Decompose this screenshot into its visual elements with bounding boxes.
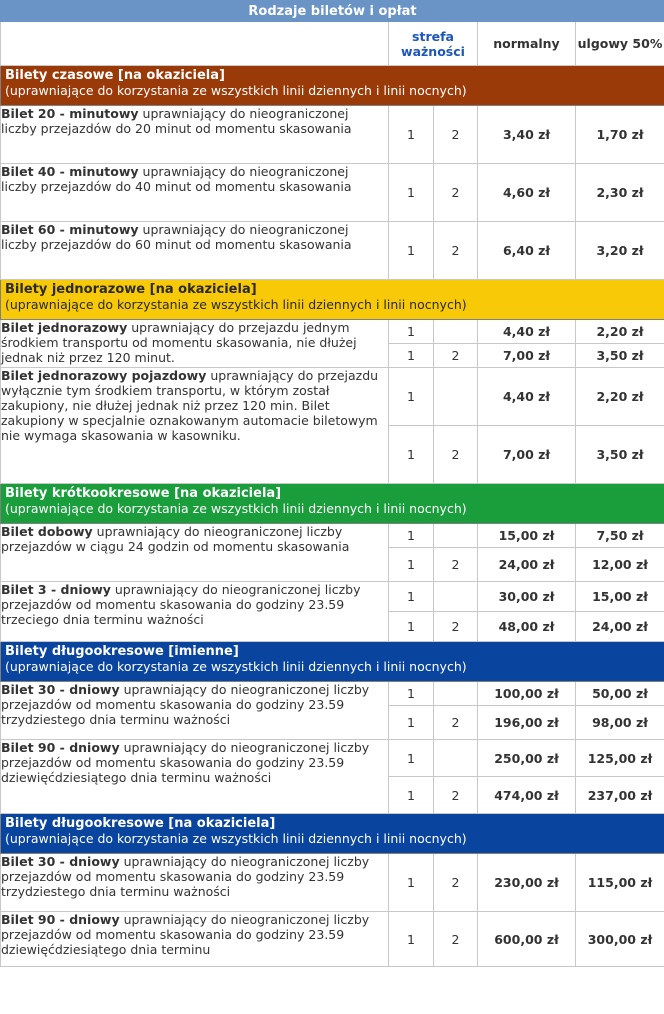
zone-2-cell [434,682,478,706]
normal-price-cell: 230,00 zł [478,854,576,912]
ticket-description [1,222,389,280]
reduced-price-cell: 12,00 zł [576,548,664,582]
ticket-description [1,106,389,164]
section-header [1,280,664,320]
section-header [1,814,664,854]
ticket-description [1,582,389,642]
zone-2-cell: 2 [434,706,478,740]
column-header-row [1,22,664,66]
ticket-description [1,524,389,582]
reduced-price-cell: 7,50 zł [576,524,664,548]
zone-1-cell: 1 [389,682,434,706]
ticket-name: Bilet 40 - minutowy [1,164,139,179]
zone-1-cell: 1 [389,164,434,222]
zone-1-cell: 1 [389,582,434,612]
zone-1-cell: 1 [389,548,434,582]
zone-2-cell: 2 [434,344,478,368]
ticket-detail: uprawniający do nieograniczonej liczby przejazdów od momentu skasowania do godziny 23.59 trzydziestego dnia terminu ważności [1,854,370,899]
zone-1-cell: 1 [389,912,434,967]
reduced-price-cell: 2,20 zł [576,368,664,426]
table-row [1,222,664,280]
ticket-detail: uprawniający do nieograniczonej liczby przejazdów do 60 minut od momentu skasowania [1,222,352,252]
ticket-description [1,368,389,484]
ticket-name: Bilet 90 - dniowy [1,740,120,755]
ticket-name: Bilet jednorazowy pojazdowy [1,368,207,383]
section-subtitle: (uprawniające do korzystania ze wszystkich linii dziennych i linii nocnych) [5,297,467,312]
reduced-price-cell: 300,00 zł [576,912,664,967]
zone-1-cell: 1 [389,320,434,344]
zone-2-cell: 2 [434,912,478,967]
normal-price-cell: 250,00 zł [478,740,576,777]
table-row [1,912,664,967]
ticket-detail: uprawniający do nieograniczonej liczby przejazdów w ciągu 24 godzin od momentu skasowania [1,524,350,554]
ticket-name: Bilet dobowy [1,524,93,539]
reduced-price-cell: 3,50 zł [576,344,664,368]
normal-price-header: normalny [478,22,576,66]
section-title: Bilety długookresowe [imienne] [5,644,239,659]
zone-1-cell: 1 [389,368,434,426]
table-row [1,682,664,706]
normal-price-cell: 48,00 zł [478,612,576,642]
ticket-detail: uprawniający do przejazdu jednym środkiem transportu od momentu skasowania, nie dłużej jednak niż przez 120 minut. [1,320,357,365]
normal-price-cell: 196,00 zł [478,706,576,740]
section-subtitle: (uprawniające do korzystania ze wszystkich linii dziennych i linii nocnych) [5,83,467,98]
ticket-name: Bilet 90 - dniowy [1,912,120,927]
description-header [1,22,389,66]
ticket-name: Bilet 30 - dniowy [1,854,120,869]
reduced-price-cell: 50,00 zł [576,682,664,706]
reduced-price-cell: 3,20 zł [576,222,664,280]
normal-price-cell: 7,00 zł [478,426,576,484]
normal-price-cell: 100,00 zł [478,682,576,706]
zone-2-cell: 2 [434,612,478,642]
section-subtitle: (uprawniające do korzystania ze wszystkich linii dziennych i linii nocnych) [5,831,467,846]
zone-1-cell: 1 [389,854,434,912]
section-header-cell [1,642,664,682]
zone-2-cell: 2 [434,777,478,814]
zone-1-cell: 1 [389,706,434,740]
ticket-detail: uprawniający do przejazdu wyłącznie tym środkiem transportu, w którym został zakupiony, nie dłużej jednak niż przez 120 min. Bilet zakupiony w specjalnie oznakowanym automacie biletowym nie wymaga skasowania w kasowniku. [1,368,379,443]
normal-price-cell: 4,40 zł [478,320,576,344]
reduced-price-cell: 15,00 zł [576,582,664,612]
normal-price-cell: 4,60 zł [478,164,576,222]
section-title: Bilety jednorazowe [na okaziciela] [5,282,257,297]
section-title: Bilety długookresowe [na okaziciela] [5,816,276,831]
reduced-price-cell: 24,00 zł [576,612,664,642]
section-header [1,66,664,106]
ticket-description [1,682,389,740]
normal-price-cell: 15,00 zł [478,524,576,548]
zone-1-cell: 1 [389,344,434,368]
table-row [1,740,664,777]
ticket-description [1,320,389,368]
zone-1-cell: 1 [389,777,434,814]
reduced-price-cell: 98,00 zł [576,706,664,740]
normal-price-cell: 30,00 zł [478,582,576,612]
reduced-price-cell: 3,50 zł [576,426,664,484]
ticket-detail: uprawniający do nieograniczonej liczby przejazdów od momentu skasowania do godziny 23.59 trzydziestego dnia terminu ważności [1,682,370,727]
reduced-price-cell: 237,00 zł [576,777,664,814]
section-header-cell [1,280,664,320]
reduced-price-cell: 1,70 zł [576,106,664,164]
zone-2-cell: 2 [434,106,478,164]
reduced-price-cell: 125,00 zł [576,740,664,777]
zone-2-cell: 2 [434,164,478,222]
normal-price-cell: 6,40 zł [478,222,576,280]
zone-2-cell [434,524,478,548]
ticket-name: Bilet 30 - dniowy [1,682,120,697]
section-subtitle: (uprawniające do korzystania ze wszystkich linii dziennych i linii nocnych) [5,659,467,674]
zone-2-cell: 2 [434,548,478,582]
table-row [1,368,664,426]
zone-2-cell [434,320,478,344]
ticket-detail: uprawniający do nieograniczonej liczby przejazdów od momentu skasowania do godziny 23.59 trzeciego dnia terminu ważności [1,582,361,627]
ticket-detail: uprawniający do nieograniczonej liczby przejazdów od momentu skasowania do godziny 23.59 dziewięćdziesiątego dnia terminu [1,912,370,957]
ticket-name: Bilet 20 - minutowy [1,106,139,121]
table-row [1,854,664,912]
table-row [1,524,664,548]
ticket-description [1,854,389,912]
zone-1-cell: 1 [389,524,434,548]
zone-1-cell: 1 [389,740,434,777]
normal-price-cell: 4,40 zł [478,368,576,426]
ticket-description [1,912,389,967]
table-row [1,164,664,222]
table-row [1,106,664,164]
zone-2-cell: 2 [434,426,478,484]
ticket-description [1,740,389,814]
normal-price-cell: 24,00 zł [478,548,576,582]
normal-price-cell: 3,40 zł [478,106,576,164]
section-header-cell [1,66,664,106]
ticket-description [1,164,389,222]
section-title: Bilety czasowe [na okaziciela] [5,68,225,83]
reduced-price-cell: 2,20 zł [576,320,664,344]
ticket-name: Bilet 60 - minutowy [1,222,139,237]
table-title-row [1,1,664,22]
section-header [1,642,664,682]
table-row [1,582,664,612]
fare-body [1,66,664,967]
ticket-detail: uprawniający do nieograniczonej liczby przejazdów do 40 minut od momentu skasowania [1,164,352,194]
normal-price-cell: 474,00 zł [478,777,576,814]
section-header-cell [1,814,664,854]
section-title: Bilety krótkookresowe [na okaziciela] [5,486,282,501]
normal-price-cell: 600,00 zł [478,912,576,967]
normal-price-cell: 7,00 zł [478,344,576,368]
table-row [1,320,664,344]
zone-1-cell: 1 [389,106,434,164]
reduced-price-cell: 115,00 zł [576,854,664,912]
zone-2-cell: 2 [434,854,478,912]
section-header [1,484,664,524]
zone-1-cell: 1 [389,426,434,484]
ticket-name: Bilet 3 - dniowy [1,582,111,597]
section-subtitle: (uprawniające do korzystania ze wszystkich linii dziennych i linii nocnych) [5,501,467,516]
ticket-detail: uprawniający do nieograniczonej liczby przejazdów do 20 minut od momentu skasowania [1,106,352,136]
zone-2-cell: 2 [434,222,478,280]
reduced-price-cell: 2,30 zł [576,164,664,222]
zone-1-cell: 1 [389,222,434,280]
zone-1-cell: 1 [389,612,434,642]
zone-2-cell [434,582,478,612]
zone-header: strefa ważności [389,22,478,66]
ticket-name: Bilet jednorazowy [1,320,128,335]
zone-2-cell [434,368,478,426]
reduced-price-header: ulgowy 50% [576,22,664,66]
section-header-cell [1,484,664,524]
table-title: Rodzaje biletów i opłat [1,1,664,22]
zone-2-cell [434,740,478,777]
ticket-detail: uprawniający do nieograniczonej liczby przejazdów od momentu skasowania do godziny 23.59 dziewięćdziesiątego dnia terminu ważności [1,740,370,785]
